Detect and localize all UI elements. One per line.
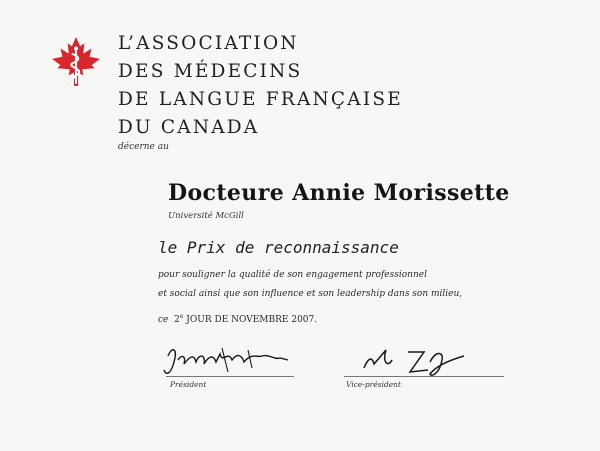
decerne-text: décerne au [118,142,169,152]
recipient-institution: Université McGill [168,211,244,221]
award-date [158,313,317,325]
prize-description [158,266,462,304]
president-signature [162,342,292,380]
vice-president-label: Vice-président [346,380,402,389]
recipient-name: Docteure Annie Morissette [168,180,510,206]
association-name-line: DE LANGUE FRANÇAISE [118,89,403,110]
date-rest: JOUR DE NOVEMBRE 2007. [186,315,318,325]
maple-leaf-caduceus-icon [50,36,102,88]
date-day: 2 [174,315,180,325]
association-name-line: L’ASSOCIATION [118,33,299,54]
prize-title: le Prix de reconnaissance [158,238,399,257]
vice-president-signature-line [344,376,504,377]
association-name [118,30,403,142]
prize-description-line: et social ainsi que son influence et son leadership dans son milieu, [158,289,463,299]
president-label: Président [170,380,207,389]
date-prefix: ce [158,315,169,325]
president-signature-line [166,376,294,377]
association-name-line: DES MÉDECINS [118,61,303,82]
vice-president-signature [358,342,478,380]
prize-description-line: pour souligner la qualité de son engagement professionnel [158,270,427,280]
date-ordinal: e [179,313,184,320]
association-name-line: DU CANADA [118,117,260,138]
